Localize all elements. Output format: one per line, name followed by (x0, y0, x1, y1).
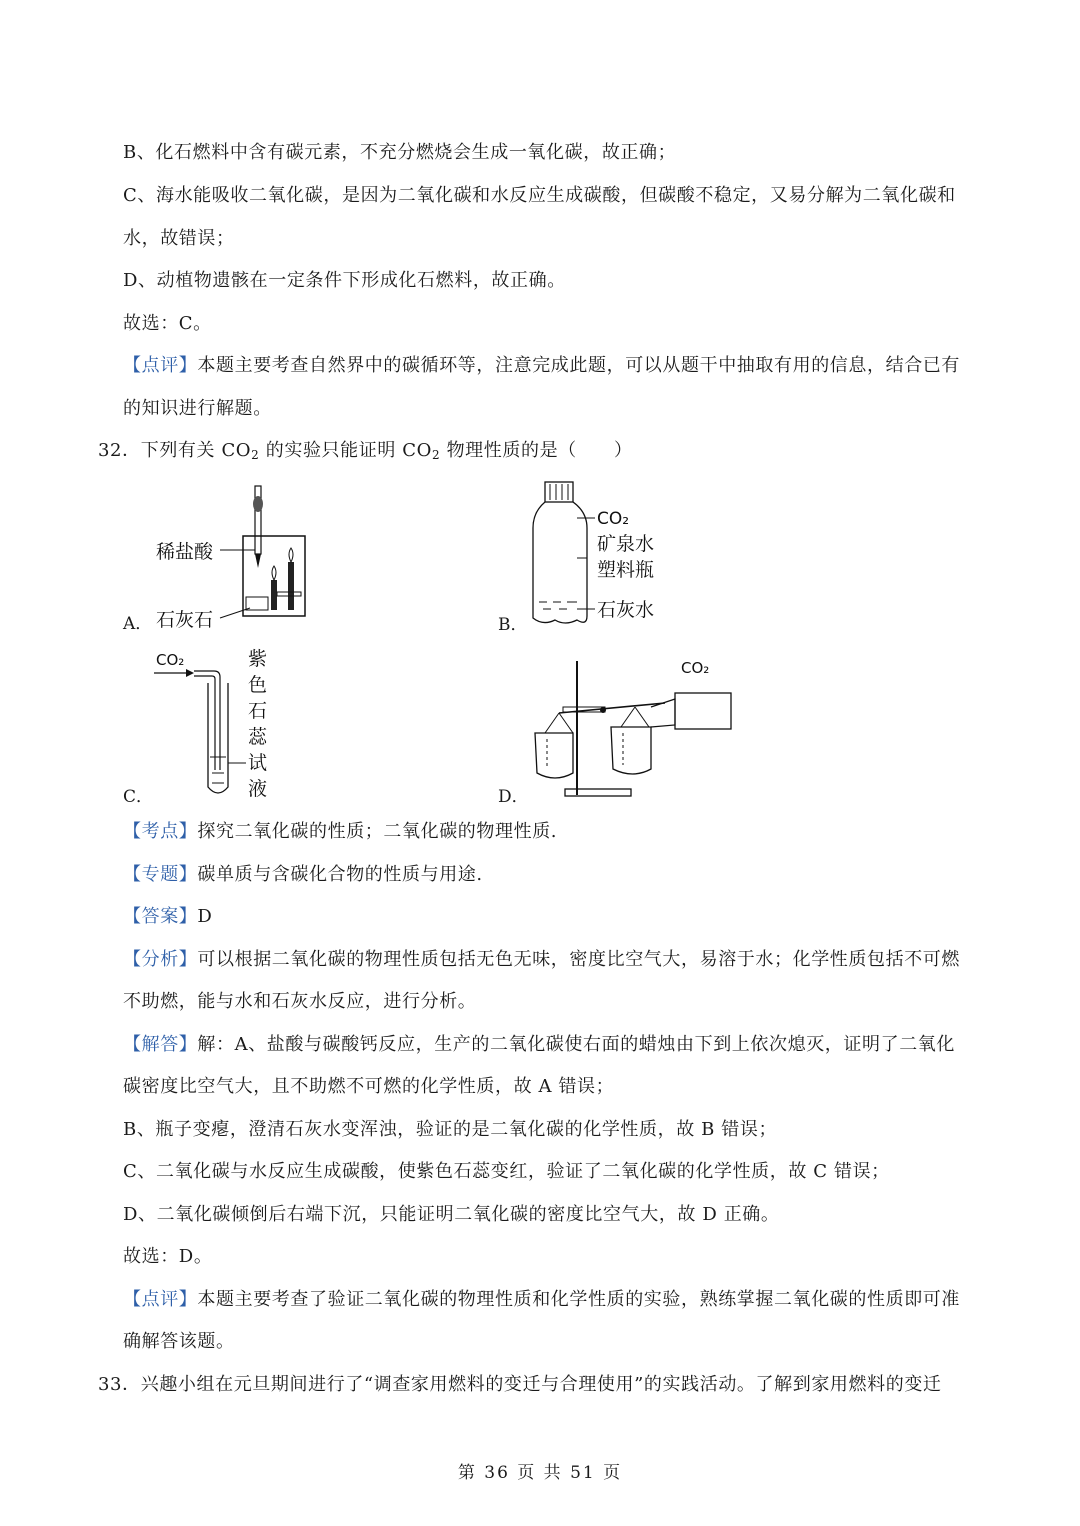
jieda-b: B、瓶子变瘪，澄清石灰水变浑浊，验证的是二氧化碳的化学性质，故 B 错误； (123, 1119, 778, 1140)
label-stone: 石灰石 (156, 609, 214, 630)
co2-bottle (675, 693, 731, 729)
review-tag: 【点评】 (123, 355, 198, 376)
dropper-bulb (253, 496, 263, 512)
jieda-line (123, 1033, 955, 1057)
zhuanti-line (123, 863, 483, 887)
jieda-tag: 【解答】 (123, 1034, 198, 1055)
option-b-label: B． (498, 615, 528, 635)
question-text: 的实验只能证明 CO (259, 440, 432, 461)
flame-icon (272, 566, 276, 580)
option-a-label: A． (123, 614, 153, 634)
text-line: C、海水能吸收二氧化碳，是因为二氧化碳和水反应生成碳酸，但碳酸不稳定，又易分解为二氧化碳和 (123, 185, 956, 206)
jieda-choice: 故选：D。 (123, 1246, 213, 1267)
figure-c (150, 645, 280, 805)
figure-b (525, 478, 685, 630)
label-bottle: 矿泉水 (597, 533, 655, 555)
question-text: 物理性质的是（ ） (440, 440, 633, 461)
question-32 (98, 439, 633, 463)
label-co2: CO₂ (597, 509, 630, 529)
text-line: D、动植物遗骸在一定条件下形成化石燃料，故正确。 (123, 270, 566, 291)
label-co2: CO₂ (681, 659, 710, 677)
label-litmus: 试 (248, 752, 268, 774)
question-33 (98, 1373, 942, 1397)
plastic-bottle (533, 502, 587, 623)
fenxi-tag: 【分析】 (123, 949, 198, 970)
jieda-cont: 碳密度比空气大，且不助燃不可燃的化学性质，故 A 错误； (123, 1076, 615, 1097)
review-line (123, 354, 960, 378)
label-acid: 稀盐酸 (156, 541, 214, 563)
page-footer: 第 36 页 共 51 页 (457, 1463, 623, 1483)
fenxi-text: 可以根据二氧化碳的物理性质包括无色无味，密度比空气大，易溶于水；化学性质包括不可燃 (197, 949, 961, 970)
zhuanti-text: 碳单质与含碳化合物的性质与用途. (197, 864, 483, 885)
jieda-d: D、二氧化碳倾倒后右端下沉，只能证明二氧化碳的密度比空气大，故 D 正确。 (123, 1204, 780, 1225)
review-line (123, 1288, 960, 1312)
review-tag: 【点评】 (123, 1289, 198, 1310)
label-lime: 石灰水 (597, 599, 655, 621)
arrow-icon (186, 669, 194, 677)
stand-base (565, 789, 631, 796)
jieda-text: 解：A、盐酸与碳酸钙反应，生产的二氧化碳使右面的蜡烛由下到上依次熄灭，证明了二氧化 (197, 1034, 956, 1055)
review-cont: 确解答该题。 (123, 1331, 235, 1352)
text-line: 水，故错误； (123, 228, 235, 249)
fenxi-line (123, 948, 960, 972)
kaodian-line (123, 820, 557, 844)
candle-high (288, 562, 294, 610)
daan-tag: 【答案】 (123, 906, 198, 927)
kaodian-tag: 【考点】 (123, 821, 198, 842)
question-number: 32． (98, 440, 141, 461)
bottle-cap (545, 482, 573, 502)
delivery-tube (194, 671, 220, 770)
label-litmus: 紫 (248, 648, 268, 670)
right-bag (611, 727, 651, 774)
label-litmus: 石 (248, 700, 268, 722)
text-line: B、化石燃料中含有碳元素，不充分燃烧会生成一氧化碳，故正确； (123, 142, 677, 163)
left-bag (535, 733, 573, 778)
daan-line (123, 905, 212, 929)
subscript: 2 (251, 448, 260, 462)
question-number: 33． (98, 1374, 141, 1395)
label-litmus: 蕊 (248, 726, 268, 748)
review-text: 本题主要考查了验证二氧化碳的物理性质和化学性质的实验，熟练掌握二氧化碳的性质即可准 (197, 1289, 961, 1310)
flame-icon (289, 548, 293, 562)
option-c-label: C． (123, 787, 154, 807)
figure-d (525, 655, 740, 805)
label-co2: CO₂ (156, 651, 185, 669)
kaodian-text: 探究二氧化碳的性质；二氧化碳的物理性质. (197, 821, 558, 842)
option-d-label: D． (498, 787, 529, 807)
label-litmus: 液 (248, 778, 268, 800)
review-cont: 的知识进行解题。 (123, 398, 272, 419)
fenxi-cont: 不助燃，能与水和石灰水反应，进行分析。 (123, 991, 477, 1012)
label-litmus: 色 (248, 674, 268, 696)
question-text: 下列有关 CO (140, 440, 252, 461)
figure-a (150, 480, 320, 630)
daan-text: D (197, 906, 213, 927)
zhuanti-tag: 【专题】 (123, 864, 198, 885)
text-line: 故选：C。 (123, 313, 212, 334)
jieda-c: C、二氧化碳与水反应生成碳酸，使紫色石蕊变红，验证了二氧化碳的化学性质，故 C 错误； (123, 1161, 890, 1182)
test-tube (208, 683, 228, 793)
candle-low (271, 580, 277, 610)
review-text: 本题主要考查自然界中的碳循环等，注意完成此题，可以从题干中抽取有用的信息，结合已有 (197, 355, 961, 376)
label-bottle: 塑料瓶 (597, 559, 655, 581)
question-text: 兴趣小组在元旦期间进行了“调查家用燃料的变迁与合理使用”的实践活动。了解到家用燃料的变迁 (140, 1374, 942, 1395)
subscript: 2 (432, 448, 441, 462)
